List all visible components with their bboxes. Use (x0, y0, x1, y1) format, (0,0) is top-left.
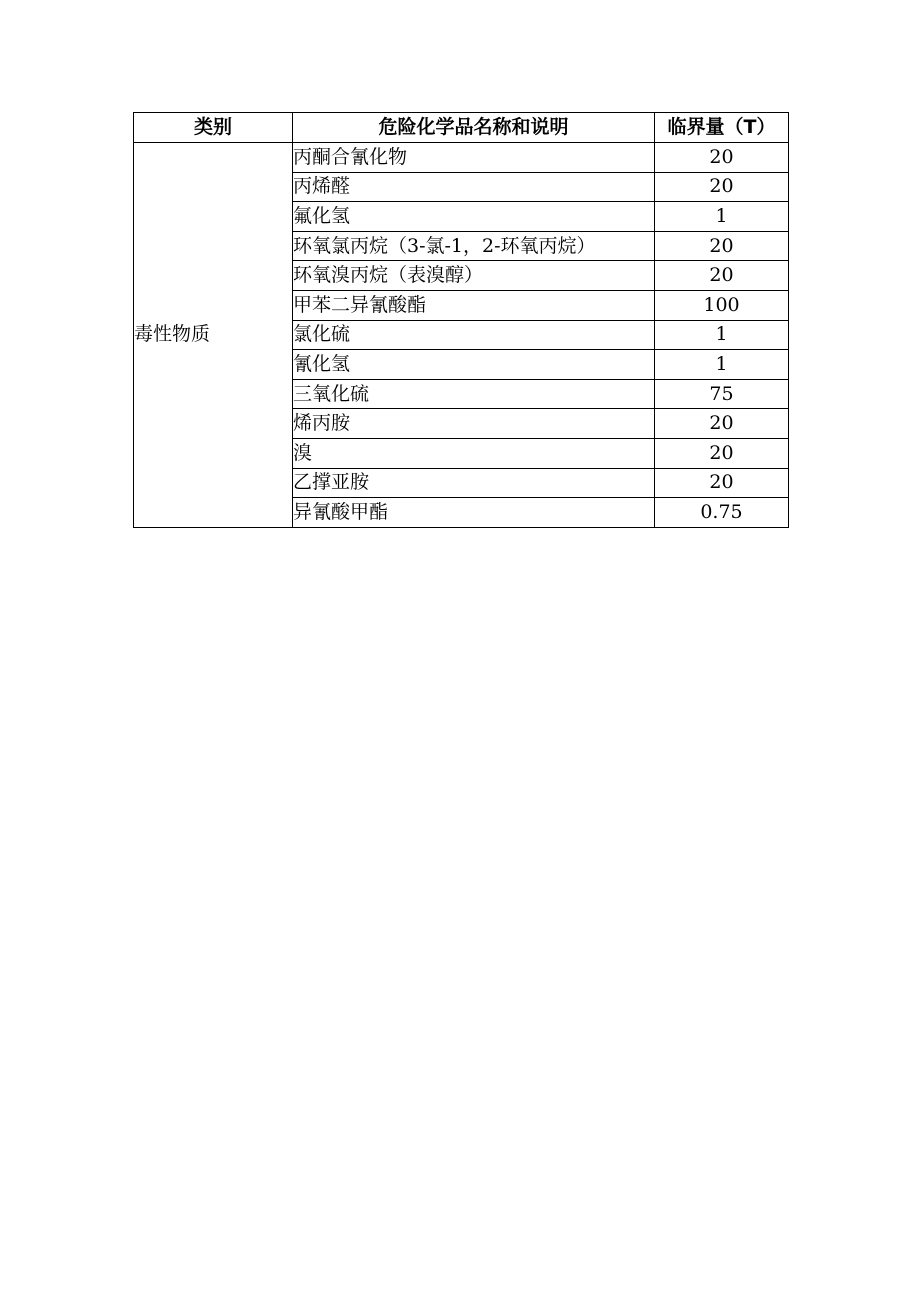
header-threshold: 临界量（T） (655, 113, 789, 143)
header-category: 类别 (134, 113, 293, 143)
threshold-cell: 20 (655, 409, 789, 439)
chemical-name-cell: 氰化氢 (293, 350, 655, 380)
threshold-cell: 20 (655, 231, 789, 261)
chemical-name-cell: 溴 (293, 438, 655, 468)
threshold-cell: 100 (655, 290, 789, 320)
threshold-cell: 75 (655, 379, 789, 409)
hazardous-chemicals-table (133, 112, 789, 528)
chemical-name-cell: 环氧溴丙烷（表溴醇） (293, 261, 655, 291)
threshold-cell: 1 (655, 350, 789, 380)
category-cell: 毒性物质 (134, 143, 293, 528)
chemical-name-cell: 甲苯二异氰酸酯 (293, 290, 655, 320)
chemical-name-cell: 环氧氯丙烷（3-氯-1，2-环氧丙烷） (293, 231, 655, 261)
threshold-cell: 1 (655, 202, 789, 232)
threshold-cell: 20 (655, 468, 789, 498)
table-header-row (134, 113, 789, 143)
threshold-cell: 20 (655, 261, 789, 291)
chemical-name-cell: 丙酮合氰化物 (293, 143, 655, 173)
table-row (134, 143, 789, 173)
chemical-name-cell: 异氰酸甲酯 (293, 498, 655, 528)
chemical-name-cell: 烯丙胺 (293, 409, 655, 439)
threshold-cell: 1 (655, 320, 789, 350)
chemical-name-cell: 氟化氢 (293, 202, 655, 232)
threshold-cell: 0.75 (655, 498, 789, 528)
chemical-name-cell: 三氧化硫 (293, 379, 655, 409)
chemical-name-cell: 丙烯醛 (293, 172, 655, 202)
threshold-cell: 20 (655, 172, 789, 202)
chemical-name-cell: 乙撑亚胺 (293, 468, 655, 498)
header-chemical-name: 危险化学品名称和说明 (293, 113, 655, 143)
threshold-cell: 20 (655, 143, 789, 173)
threshold-cell: 20 (655, 438, 789, 468)
chemical-name-cell: 氯化硫 (293, 320, 655, 350)
